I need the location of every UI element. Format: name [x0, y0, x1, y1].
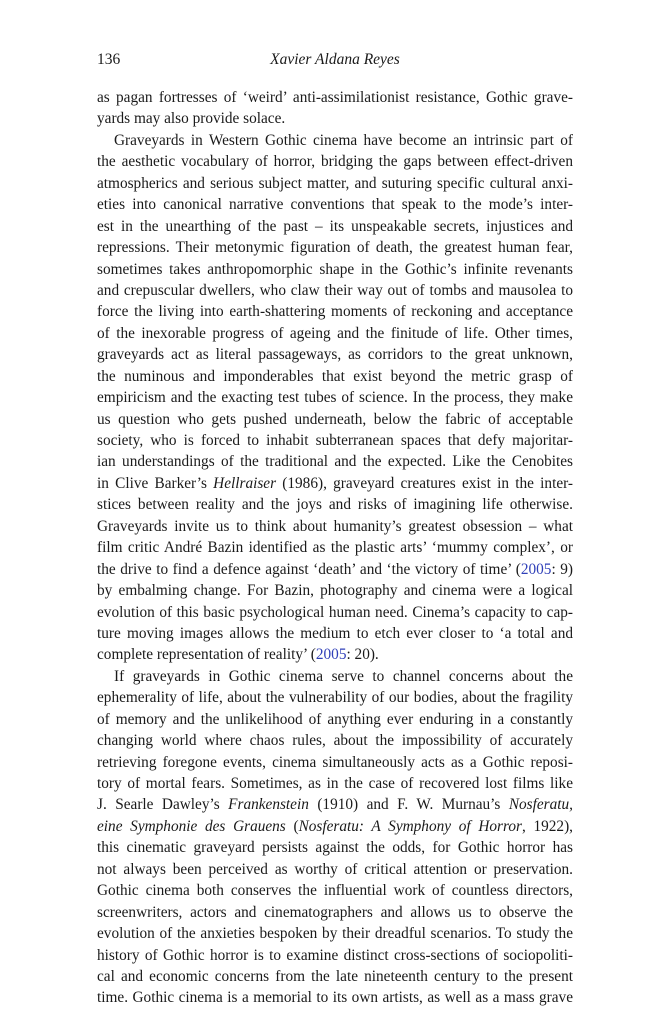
italic-title: Hellraiser [213, 474, 277, 492]
text-line [97, 537, 573, 558]
text-line [97, 987, 573, 1008]
text-span: changing world where chaos rules, about the impossibility of accurately [97, 732, 573, 750]
text-span: of memory and the unlikelihood of anything ever enduring in a constantly [97, 710, 573, 728]
text-span: cal and economic concerns from the late nineteenth century to the present [97, 967, 573, 985]
text-span: not always been perceived as worthy of critical attention or preservation. [97, 860, 573, 878]
text-line [97, 945, 573, 966]
text-line [97, 666, 573, 687]
citation-link[interactable]: 2005 [520, 560, 552, 578]
text-span: the aesthetic vocabulary of horror, bridging the gaps between effect-driven [97, 153, 573, 171]
text-line [97, 837, 573, 858]
text-span: history of Gothic horror is to examine distinct cross-sections of sociopoliti- [97, 946, 573, 964]
text-line [97, 259, 573, 280]
text-span: ian understandings of the traditional and the expected. Like the Cenobites [97, 453, 573, 471]
text-line [97, 366, 573, 387]
text-span: If graveyards in Gothic cinema serve to channel concerns about the [114, 667, 573, 685]
text-span: Graveyards in Western Gothic cinema have become an intrinsic part of [114, 131, 573, 149]
text-line [97, 108, 573, 129]
text-line [97, 859, 573, 880]
text-span: and crepuscular dwellers, who claw their way out of tombs and mausolea to [97, 281, 573, 299]
text-line [97, 602, 573, 623]
text-line [97, 87, 573, 108]
text-span: evolution of this basic psychological human need. Cinema’s capacity to cap- [97, 603, 573, 621]
text-line [97, 494, 573, 515]
text-span: us question who gets pushed underneath, below the fabric of acceptable [97, 410, 573, 428]
text-line [97, 473, 573, 494]
text-span: the drive to find a defence against ‘death’ and ‘the victory of time’ ( [97, 560, 521, 578]
text-span: ture moving images allows the medium to etch ever closer to ‘a total and [97, 624, 573, 642]
text-line [97, 794, 573, 815]
text-line [97, 966, 573, 987]
text-line [97, 194, 573, 215]
text-line [97, 216, 573, 237]
text-span: : 20). [346, 646, 379, 664]
text-span: (1910) and F. W. Murnau’s [308, 796, 509, 814]
text-line [97, 451, 573, 472]
text-span: retrieving foregone events, cinema simultaneously acts as a Gothic reposi- [97, 753, 573, 771]
text-line [97, 516, 573, 537]
text-span: screenwriters, actors and cinematographers and allows us to observe the [97, 903, 573, 921]
text-span: graveyards act as literal passageways, as corridors to the great unknown, [97, 346, 573, 364]
text-span: repressions. Their metonymic figuration of death, the greatest human fear, [97, 239, 573, 257]
text-line [97, 773, 573, 794]
text-span: , 1922), [521, 817, 573, 835]
text-span: J. Searle Dawley’s [97, 796, 229, 814]
text-line [97, 280, 573, 301]
text-span: Gothic cinema both conserves the influential work of countless directors, [97, 882, 573, 900]
text-span: of the inexorable progress of ageing and the finitude of life. Other times, [97, 324, 573, 342]
text-span: stices between reality and the joys and risks of imagining life otherwise. [97, 496, 573, 514]
text-span: (1986), graveyard creatures exist in the inter- [276, 474, 573, 492]
italic-title: Nosferatu: A Symphony of Horror [298, 817, 522, 835]
text-line [97, 902, 573, 923]
text-line [97, 173, 573, 194]
text-span: atmospherics and serious subject matter, and suturing specific cultural anxi- [97, 174, 573, 192]
text-span: tory of mortal fears. Sometimes, as in the case of recovered lost films like [97, 775, 573, 792]
text-span: Graveyards invite us to think about humanity’s greatest obsession – what [97, 517, 573, 535]
text-line [97, 580, 573, 601]
text-span: by embalming change. For Bazin, photography and cinema were a logical [97, 582, 573, 600]
italic-title: Nosferatu, [508, 796, 573, 814]
text-span: film critic André Bazin identified as the plastic arts’ ‘mummy complex’, or [97, 539, 573, 557]
text-span: force the living into earth-shattering moments of reckoning and acceptance [97, 303, 573, 321]
text-span: time. Gothic cinema is a memorial to its own artists, as well as a mass grave [97, 989, 573, 1007]
text-span: yards may also provide solace. [97, 110, 286, 128]
text-line [97, 623, 573, 644]
text-span: ( [285, 817, 299, 835]
text-span: empiricism and the exacting test tubes of science. In the process, they make [97, 389, 573, 407]
text-line [97, 151, 573, 172]
text-span: est in the unearthing of the past – its unspeakable secrets, injustices and [97, 217, 573, 235]
text-span: evolution of the anxieties bespoken by their dreadful scenarios. To study the [97, 925, 573, 943]
text-span: ephemerality of life, about the vulnerability of our bodies, about the fragility [97, 689, 573, 707]
text-span: as pagan fortresses of ‘weird’ anti-assimilationist resistance, Gothic grave- [97, 89, 573, 106]
text-span: complete representation of reality’ ( [97, 646, 316, 664]
text-line [97, 687, 573, 708]
italic-title: Frankenstein [228, 796, 309, 814]
text-span: eties into canonical narrative conventions that speak to the mode’s inter- [97, 196, 573, 214]
text-line [97, 409, 573, 430]
text-span: : 9) [551, 560, 573, 578]
text-line [97, 301, 573, 322]
text-span: society, who is forced to inhabit subterranean spaces that defy majoritar- [97, 432, 573, 449]
text-span: in Clive Barker’s [97, 474, 214, 492]
page-number: 136 [97, 51, 121, 68]
page-header [97, 49, 573, 71]
text-line [97, 430, 573, 451]
text-line [97, 130, 573, 151]
text-line [97, 237, 573, 258]
text-span: this cinematic graveyard persists against the odds, for Gothic horror has [97, 839, 573, 857]
running-head: Xavier Aldana Reyes [270, 51, 400, 68]
text-line [97, 559, 573, 580]
text-line [97, 323, 573, 344]
text-span: sometimes takes anthropomorphic shape in the Gothic’s infinite revenants [97, 260, 573, 278]
text-line [97, 923, 573, 944]
text-line [97, 387, 573, 408]
text-line [97, 344, 573, 365]
text-line [97, 880, 573, 901]
text-line [97, 816, 573, 837]
citation-link[interactable]: 2005 [315, 646, 347, 664]
italic-title: eine Symphonie des Grauens [97, 817, 286, 835]
text-line [97, 752, 573, 773]
text-line [97, 644, 573, 665]
text-span: the numinous and imponderables that exist beyond the metric grasp of [97, 367, 573, 385]
text-line [97, 730, 573, 751]
text-line [97, 709, 573, 730]
body-text [97, 87, 573, 1009]
